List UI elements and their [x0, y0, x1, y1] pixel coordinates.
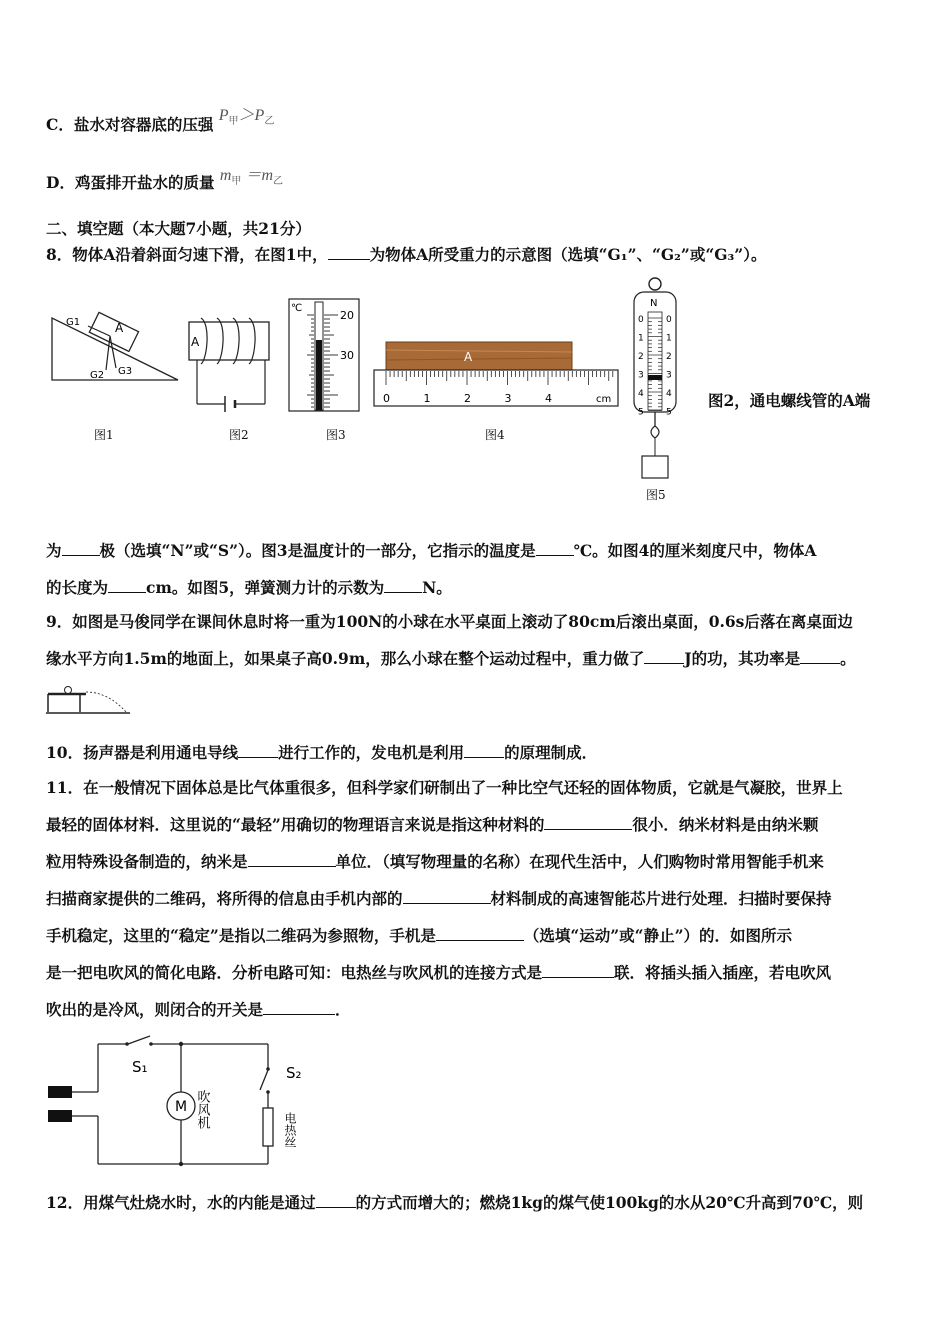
option-d-text: D．鸡蛋排开盐水的质量: [46, 173, 215, 192]
q11-line7: 吹出的是冷风，则闭合的开关是 ．: [46, 1000, 351, 1019]
fig1-label-a: A: [115, 321, 124, 335]
option-d: [46, 167, 283, 201]
q11-line2: 最轻的固体材料．这里说的“最轻”用确切的物理语言来说是指这种材料的 很小．纳米材料是由纳米颗: [46, 815, 819, 834]
fig2-solenoid-diagram: [185, 316, 275, 412]
q12-line: 12．用煤气灶烧水时，水的内能是通过 的方式而增大的；燃烧1kg的煤气使100kg的水从20℃升高到70℃，则: [46, 1193, 864, 1212]
q11-line6: 是一把电吹风的简化电路．分析电路可知：电热丝与吹风机的连接方式是 联．将插头插入插座，若电吹风: [46, 963, 832, 982]
fig4-ruler-diagram: [372, 340, 622, 410]
q8-fig-side-text: 图2，通电螺线管的A端: [708, 391, 871, 410]
answer-blank[interactable]: [263, 1000, 335, 1015]
answer-blank[interactable]: [644, 649, 684, 664]
ruler-tick-label: 1: [423, 392, 431, 405]
scale-left-label: 0: [638, 315, 644, 325]
answer-blank[interactable]: [544, 815, 632, 830]
scale-left-label: 2: [638, 352, 644, 362]
answer-blank[interactable]: [403, 889, 491, 904]
q11-line4: 扫描商家提供的二维码，将所得的信息由手机内部的 材料制成的高速智能芯片进行处理．扫描时要保持: [46, 889, 832, 908]
scale-right-label: 5: [666, 407, 672, 418]
fan-label: 吹风机: [194, 1090, 210, 1129]
option-d-formula: $m_甲 =m_乙$: [219, 167, 283, 188]
scale-right-label: 2: [666, 352, 672, 362]
fig3-thermometer-diagram: [288, 298, 360, 412]
q8-line3: 的长度为 cm。如图5，弹簧测力计的示数为 N。: [46, 578, 452, 597]
q8-line1: 8．物体A沿着斜面匀速下滑，在图1中， 为物体A所受重力的示意图（选填“G₁”、“G₂”或“G₃”）。: [46, 245, 767, 264]
switch-s1-label: S₁: [132, 1058, 148, 1076]
scale-left-label: 1: [638, 333, 644, 344]
fig4-caption: 图4: [485, 428, 505, 442]
answer-blank[interactable]: [464, 743, 504, 758]
fig3-unit: ℃: [291, 303, 303, 314]
switch-s2-label: S₂: [286, 1064, 302, 1082]
scale-right-label: 4: [666, 389, 672, 399]
fig1-label-g3: G3: [118, 366, 133, 377]
fig3-tick-20: 20: [340, 309, 354, 322]
answer-blank[interactable]: [238, 743, 278, 758]
section-heading: 二、填空题（本大题7小题，共21分）: [46, 219, 311, 238]
answer-blank[interactable]: [436, 926, 524, 941]
fig3-tick-30: 30: [340, 349, 354, 362]
option-c: [46, 107, 275, 143]
ruler-tick-label: 0: [383, 392, 390, 405]
answer-blank[interactable]: [328, 245, 370, 260]
scale-left-label: 3: [638, 370, 644, 381]
answer-blank[interactable]: [316, 1193, 356, 1208]
q11-line5: 手机稳定，这里的“稳定”是指以二维码为参照物，手机是 （选填“运动”或“静止”）的．如图所示: [46, 926, 793, 945]
fig3-caption: 图3: [326, 428, 346, 442]
q9-line2: 缘水平方向1.5m的地面上，如果桌子高0.9m，那么小球在整个运动过程中，重力做了 J的功，其功率是 。: [46, 649, 856, 668]
answer-blank[interactable]: [248, 852, 336, 867]
fig5-top-label: N: [650, 298, 658, 309]
fig4-unit: cm: [596, 394, 612, 405]
option-c-formula: $P_甲>P_乙$: [218, 107, 275, 128]
q9-table-ball-diagram: [46, 682, 130, 716]
q11-line3: 粒用特殊设备制造的，纳米是 单位．（填写物理量的名称）在现代生活中，人们购物时常用智能手机来: [46, 852, 824, 871]
answer-blank[interactable]: [536, 541, 574, 556]
ruler-tick-label: 4: [545, 392, 552, 405]
hair-dryer-circuit-diagram: [46, 1034, 316, 1170]
fig5-caption: 图5: [646, 488, 666, 502]
fig1-label-g2: G2: [90, 370, 105, 381]
ruler-tick-label: 3: [504, 392, 512, 405]
q10-line: 10．扬声器是利用通电导线 进行工作的，发电机是利用 的原理制成．: [46, 743, 598, 762]
answer-blank[interactable]: [62, 541, 100, 556]
answer-blank[interactable]: [108, 578, 146, 593]
scale-left-label: 4: [638, 389, 644, 399]
fig1-label-g1: G1: [66, 317, 81, 328]
fig1-incline-diagram: [48, 310, 183, 385]
scale-left-label: 5: [638, 407, 644, 418]
answer-blank[interactable]: [800, 649, 840, 664]
scale-right-label: 3: [666, 370, 672, 381]
scale-right-label: 0: [666, 315, 672, 325]
q9-line1: 9．如图是马俊同学在课间休息时将一重为100N的小球在水平桌面上滚动了80cm后滚出桌面，0.6s后落在离桌面边: [46, 612, 853, 631]
fig1-caption: 图1: [94, 428, 114, 442]
option-c-text: C．盐水对容器底的压强: [46, 115, 214, 134]
q8-line2: 为 极（选填“N”或“S”）。图3是温度计的一部分，它指示的温度是 ℃。如图4的厘米刻度尺中，物体A: [46, 541, 817, 560]
scale-right-label: 1: [666, 333, 672, 344]
fig2-label-a: A: [191, 335, 200, 349]
fig2-caption: 图2: [229, 428, 249, 442]
q11-line1: 11．在一般情况下固体总是比气体重很多，但科学家们研制出了一种比空气还轻的固体物质，它就是气凝胶，世界上: [46, 778, 843, 797]
heater-label: 电热丝: [283, 1112, 297, 1148]
fig4-label-a: A: [464, 350, 473, 364]
fig5-spring-scale-diagram: [628, 276, 682, 484]
motor-label: M: [175, 1099, 188, 1115]
ruler-tick-label: 2: [464, 392, 471, 405]
answer-blank[interactable]: [542, 963, 614, 978]
answer-blank[interactable]: [384, 578, 422, 593]
